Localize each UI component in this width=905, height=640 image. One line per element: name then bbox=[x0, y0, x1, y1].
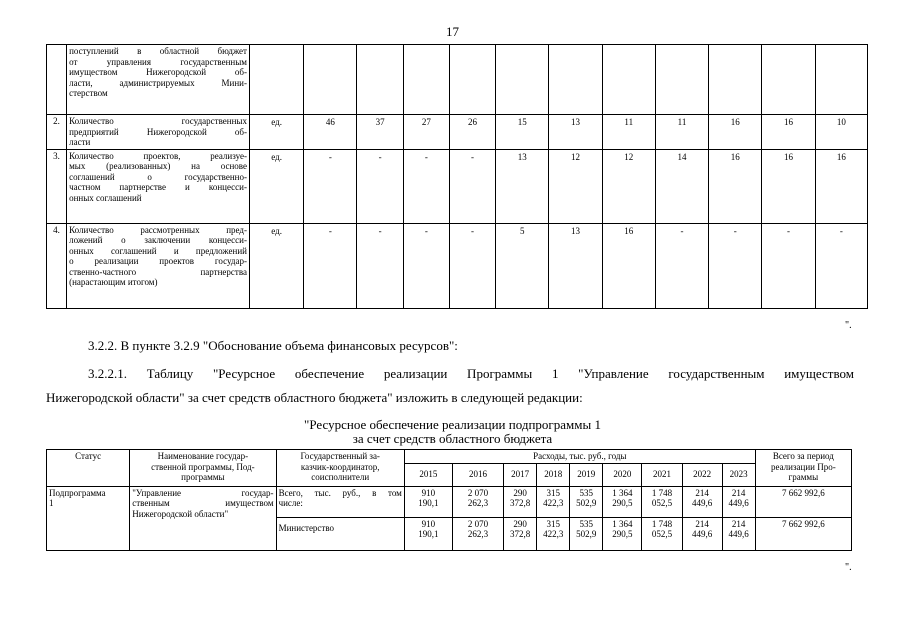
indicator-value: 27 bbox=[403, 115, 449, 150]
year-value-line: 190,1 bbox=[418, 529, 439, 539]
indicator-name-line: Количество государственных bbox=[69, 116, 247, 126]
end-quote-2: ". bbox=[845, 562, 852, 573]
indicator-name-line: частном партнерстве и концесси- bbox=[69, 182, 247, 192]
year-value-line: 315 bbox=[546, 487, 560, 498]
year-value-line: 214 bbox=[695, 487, 709, 498]
header-year: 2021 bbox=[642, 463, 682, 486]
year-value-line: 372,8 bbox=[510, 529, 531, 539]
year-value-line: 290,5 bbox=[612, 498, 633, 508]
indicator-value: - bbox=[762, 223, 815, 308]
indicator-name-line: мых (реализованных) на основе bbox=[69, 161, 247, 171]
indicator-row bbox=[47, 223, 868, 308]
indicator-value: - bbox=[403, 149, 449, 223]
indicator-unit: ед. bbox=[249, 223, 303, 308]
header-total-line: реализации Про- bbox=[770, 461, 836, 472]
indicator-name-line: от управления государственным bbox=[69, 56, 247, 67]
end-quote-1: ". bbox=[845, 320, 852, 331]
indicator-name-line: предприятий Нижегородской об- bbox=[69, 126, 247, 137]
indicator-unit: ед. bbox=[249, 149, 303, 223]
year-value bbox=[404, 486, 452, 517]
year-value bbox=[504, 517, 537, 550]
year-value-line: 502,9 bbox=[576, 529, 597, 539]
year-value bbox=[722, 486, 755, 517]
paragraph-3-2-2-1-line1: 3.2.2.1. Таблицу "Ресурсное обеспечение реализации Программы 1 "Управление государственным имуществом bbox=[88, 366, 854, 381]
indicator-value bbox=[602, 45, 655, 115]
indicator-value bbox=[709, 45, 762, 115]
year-value-line: 315 bbox=[546, 518, 560, 529]
indicator-value: 26 bbox=[449, 115, 495, 150]
indicator-value bbox=[815, 45, 867, 115]
header-total-line: Всего за период bbox=[772, 451, 834, 461]
indicator-value: 13 bbox=[549, 115, 602, 150]
year-value-line: 190,1 bbox=[418, 498, 439, 508]
header-customer-line: Государственный за- bbox=[300, 451, 380, 461]
year-value bbox=[682, 517, 722, 550]
year-value-line: 214 bbox=[731, 518, 746, 529]
year-value bbox=[722, 517, 755, 550]
page-number: 17 bbox=[446, 24, 459, 39]
year-value bbox=[452, 486, 503, 517]
indicator-value: - bbox=[403, 223, 449, 308]
indicators-table bbox=[46, 44, 868, 309]
indicator-name-line: ственно-частного партнерства bbox=[69, 266, 247, 277]
indicator-name bbox=[67, 45, 250, 115]
indicator-name bbox=[67, 149, 250, 223]
year-value-line: 290 bbox=[513, 487, 527, 498]
indicator-name-line: имуществом Нижегородской об- bbox=[69, 67, 247, 77]
header-name bbox=[130, 450, 276, 487]
indicator-row bbox=[47, 45, 868, 115]
indicator-value: - bbox=[357, 149, 403, 223]
year-value-line: 535 bbox=[579, 487, 594, 498]
year-value-line: 052,5 bbox=[651, 529, 673, 539]
year-value-line: 502,9 bbox=[576, 498, 597, 508]
indicator-value: - bbox=[655, 223, 708, 308]
year-value bbox=[504, 486, 537, 517]
indicator-value: 11 bbox=[655, 115, 708, 150]
program-name-line: Нижегородской области" bbox=[132, 508, 229, 519]
header-customer-line: казчик-координатор, bbox=[300, 461, 380, 472]
indicator-number: 4. bbox=[47, 223, 67, 308]
indicator-value: - bbox=[449, 149, 495, 223]
indicator-name-line: ласти, администрируемых Мини- bbox=[69, 77, 247, 88]
indicator-value bbox=[496, 45, 549, 115]
header-year: 2020 bbox=[603, 463, 642, 486]
header-status: Статус bbox=[47, 450, 130, 487]
indicator-value: 13 bbox=[549, 223, 602, 308]
indicator-value: - bbox=[304, 149, 357, 223]
header-year: 2015 bbox=[404, 463, 452, 486]
indicator-value: - bbox=[815, 223, 867, 308]
year-value-line: 422,3 bbox=[543, 529, 564, 539]
indicator-value: 16 bbox=[815, 149, 867, 223]
year-value-line: 449,6 bbox=[691, 529, 713, 539]
year-value-line: 1 748 bbox=[651, 487, 673, 498]
indicator-name-line: (нарастающим итогом) bbox=[69, 277, 158, 287]
indicator-value: 46 bbox=[304, 115, 357, 150]
indicator-value: 12 bbox=[549, 149, 602, 223]
status-line: Подпрограмма bbox=[49, 487, 106, 498]
customer-line: числе: bbox=[278, 498, 303, 508]
indicator-value: 12 bbox=[602, 149, 655, 223]
year-value bbox=[452, 517, 503, 550]
indicator-name-line: Количество рассмотренных пред- bbox=[69, 224, 247, 235]
year-value bbox=[682, 486, 722, 517]
indicator-name-line: Количество проектов, реализуе- bbox=[69, 150, 247, 161]
indicator-name bbox=[67, 223, 250, 308]
header-year: 2023 bbox=[722, 463, 755, 486]
year-value-line: 422,3 bbox=[543, 498, 564, 508]
header-year: 2019 bbox=[570, 463, 603, 486]
year-value-line: 290,5 bbox=[612, 529, 633, 539]
header-year: 2017 bbox=[504, 463, 537, 486]
resource-table bbox=[46, 449, 852, 551]
program-name-line: "Управление государ- bbox=[132, 487, 274, 498]
indicator-row bbox=[47, 149, 868, 223]
subprogram-status bbox=[47, 486, 130, 550]
indicator-name-line: ложений о заключении концесси- bbox=[69, 235, 247, 245]
indicator-value: 10 bbox=[815, 115, 867, 150]
year-value-line: 290 bbox=[513, 518, 527, 529]
year-value-line: 262,3 bbox=[467, 529, 489, 539]
indicator-number: 2. bbox=[47, 115, 67, 150]
indicator-value: 13 bbox=[496, 149, 549, 223]
customer-cell bbox=[276, 486, 404, 517]
indicator-unit: ед. bbox=[249, 115, 303, 150]
header-expenses: Расходы, тыс. руб., годы bbox=[404, 450, 755, 464]
indicator-number: 3. bbox=[47, 149, 67, 223]
indicator-value: - bbox=[709, 223, 762, 308]
year-value-line: 1 364 bbox=[612, 487, 633, 498]
indicator-value: - bbox=[449, 223, 495, 308]
indicator-value: 16 bbox=[762, 149, 815, 223]
year-value-line: 1 748 bbox=[651, 518, 673, 529]
indicator-value bbox=[655, 45, 708, 115]
indicator-value bbox=[449, 45, 495, 115]
paragraph-3-2-2: 3.2.2. В пункте 3.2.9 "Обоснование объема финансовых ресурсов": bbox=[88, 338, 458, 353]
table-caption-line1: "Ресурсное обеспечение реализации подпрограммы 1 bbox=[304, 417, 601, 432]
indicator-number bbox=[47, 45, 67, 115]
year-value bbox=[642, 486, 682, 517]
indicator-value bbox=[549, 45, 602, 115]
table2-header-row-1 bbox=[47, 450, 852, 464]
header-year: 2022 bbox=[682, 463, 722, 486]
header-total-line: граммы bbox=[788, 472, 819, 482]
indicator-value bbox=[304, 45, 357, 115]
customer-cell bbox=[276, 517, 404, 550]
year-value bbox=[537, 486, 570, 517]
indicator-value: 37 bbox=[357, 115, 403, 150]
year-value bbox=[570, 486, 603, 517]
indicator-value: - bbox=[357, 223, 403, 308]
customer-line: Министерство bbox=[278, 522, 335, 533]
header-name-line: Наименование государ- bbox=[157, 451, 249, 461]
paragraph-3-2-2-1-line2: Нижегородской области" за счет средств областного бюджета" изложить в следующей редакции: bbox=[46, 390, 583, 405]
indicator-row bbox=[47, 115, 868, 150]
year-value-line: 910 bbox=[421, 518, 436, 529]
year-value-line: 1 364 bbox=[612, 518, 633, 529]
year-value bbox=[642, 517, 682, 550]
indicator-value: 15 bbox=[496, 115, 549, 150]
indicator-value: 5 bbox=[496, 223, 549, 308]
indicator-value: 16 bbox=[762, 115, 815, 150]
customer-line: Всего, тыс. руб., в том bbox=[278, 487, 402, 498]
indicator-name bbox=[67, 115, 250, 150]
year-value-line: 910 bbox=[421, 487, 436, 498]
resource-row bbox=[47, 486, 852, 517]
year-value-line: 214 bbox=[695, 518, 709, 529]
program-name-line: ственным имуществом bbox=[132, 498, 274, 508]
indicator-name-line: стерством bbox=[69, 88, 108, 98]
indicator-value: 16 bbox=[709, 115, 762, 150]
year-value-line: 449,6 bbox=[728, 498, 749, 508]
total-value: 7 662 992,6 bbox=[755, 517, 851, 550]
indicator-name-line: ласти bbox=[69, 137, 91, 147]
year-value-line: 052,5 bbox=[651, 498, 673, 508]
year-value-line: 214 bbox=[731, 487, 746, 498]
header-name-line: программы bbox=[181, 472, 225, 482]
indicator-value: 16 bbox=[602, 223, 655, 308]
year-value bbox=[603, 486, 642, 517]
header-total bbox=[755, 450, 851, 487]
year-value-line: 262,3 bbox=[467, 498, 489, 508]
year-value bbox=[404, 517, 452, 550]
header-customer-line: соисполнители bbox=[311, 472, 370, 482]
indicator-value bbox=[403, 45, 449, 115]
year-value-line: 449,6 bbox=[691, 498, 713, 508]
year-value-line: 2 070 bbox=[467, 487, 489, 498]
indicator-name-line: онных соглашений bbox=[69, 192, 142, 203]
header-year: 2018 bbox=[537, 463, 570, 486]
year-value bbox=[570, 517, 603, 550]
indicator-name-line: соглашений о государственно- bbox=[69, 171, 247, 182]
indicator-value bbox=[357, 45, 403, 115]
year-value bbox=[603, 517, 642, 550]
indicator-value bbox=[762, 45, 815, 115]
indicator-value: 11 bbox=[602, 115, 655, 150]
indicator-name-line: о реализации проектов государ- bbox=[69, 256, 247, 266]
table-caption-line2: за счет средств областного бюджета bbox=[352, 431, 553, 446]
header-name-line: ственной программы, Под- bbox=[151, 461, 255, 472]
indicator-unit bbox=[249, 45, 303, 115]
indicator-value: 14 bbox=[655, 149, 708, 223]
year-value-line: 449,6 bbox=[728, 529, 749, 539]
total-value: 7 662 992,6 bbox=[755, 486, 851, 517]
year-value-line: 535 bbox=[579, 518, 594, 529]
indicator-value: - bbox=[304, 223, 357, 308]
year-value-line: 2 070 bbox=[467, 518, 489, 529]
program-name bbox=[130, 486, 276, 550]
indicator-name-line: поступлений в областной бюджет bbox=[69, 46, 247, 56]
header-customer bbox=[276, 450, 404, 487]
header-year: 2016 bbox=[452, 463, 503, 486]
status-line: 1 bbox=[49, 498, 54, 508]
year-value-line: 372,8 bbox=[510, 498, 531, 508]
year-value bbox=[537, 517, 570, 550]
indicator-name-line: онных соглашений и предложений bbox=[69, 245, 247, 256]
indicator-value: 16 bbox=[709, 149, 762, 223]
